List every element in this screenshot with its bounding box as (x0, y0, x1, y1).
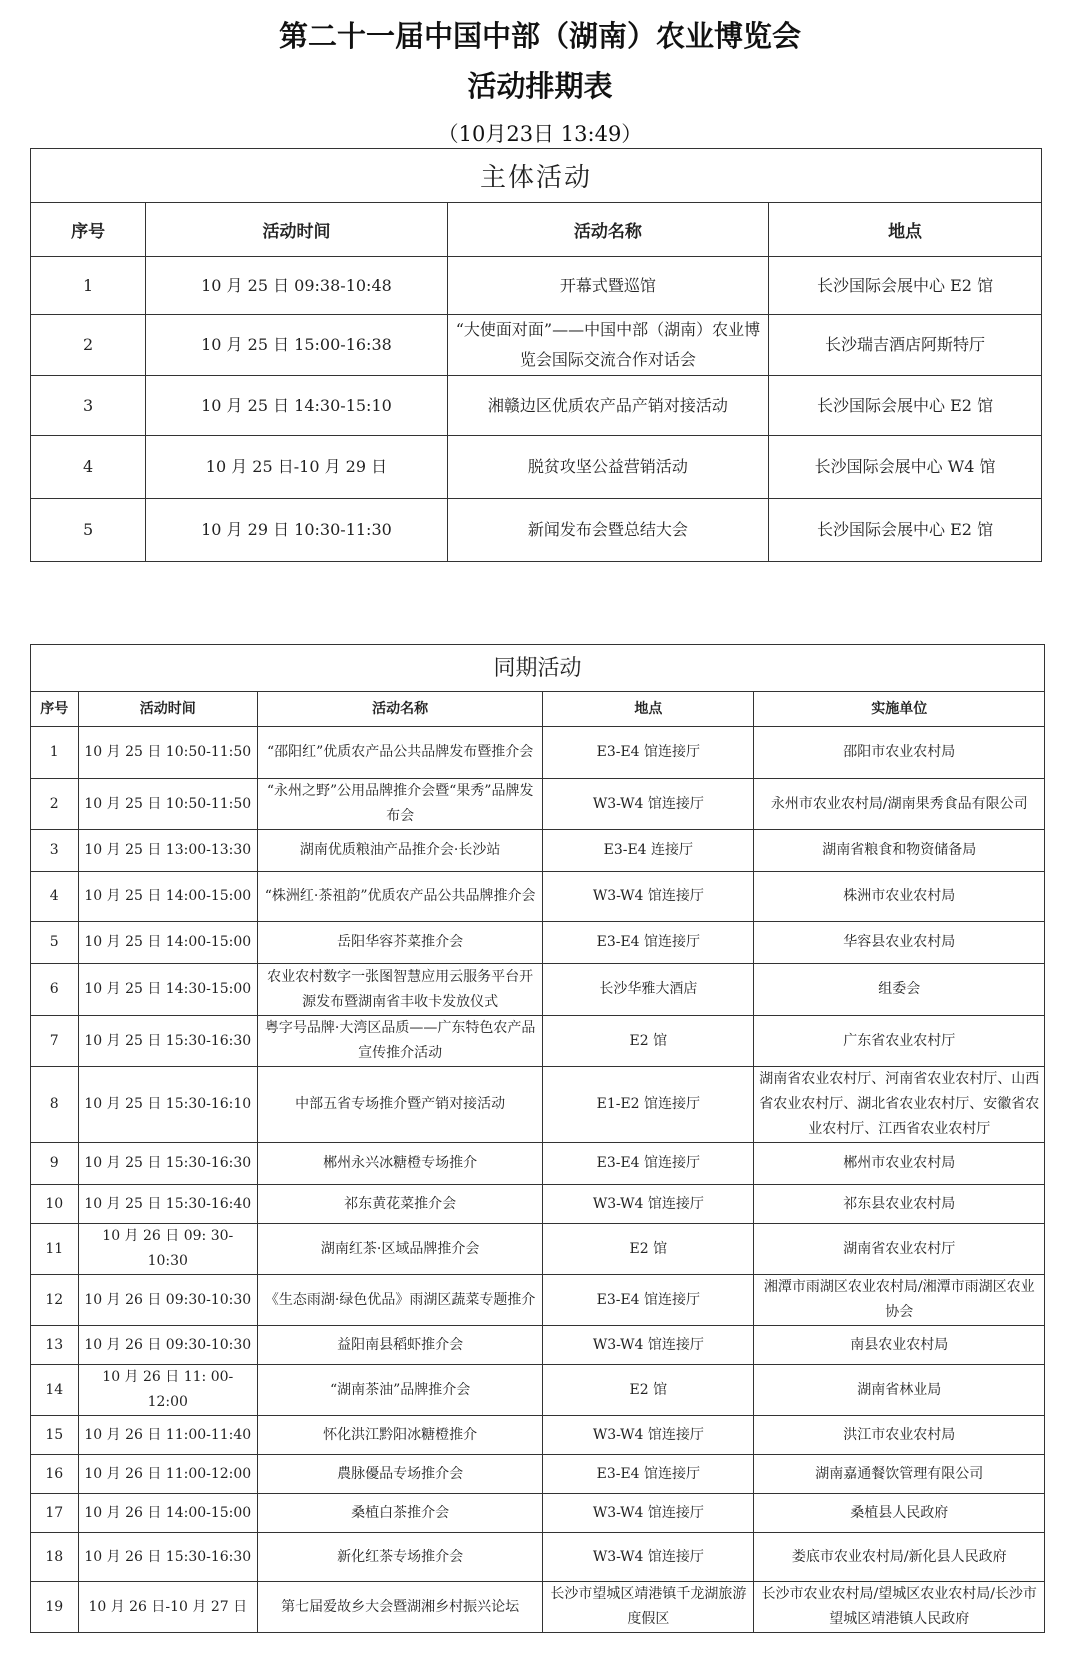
cell-org: 湖南省林业局 (754, 1365, 1045, 1416)
cell-no: 3 (31, 376, 146, 436)
cell-place: E3-E4 馆连接厅 (543, 1275, 754, 1326)
table-row (31, 1275, 1045, 1326)
cell-place: 长沙国际会展中心 E2 馆 (769, 257, 1042, 315)
cell-org: 长沙市农业农村局/望城区农业农村局/长沙市望城区靖港镇人民政府 (754, 1582, 1045, 1633)
cell-no: 7 (31, 1016, 79, 1067)
cell-name: 湖南红茶·区域品牌推介会 (258, 1224, 543, 1275)
cell-place: W3-W4 馆连接厅 (543, 872, 754, 922)
cell-no: 5 (31, 922, 79, 964)
cell-name: 桑植白茶推介会 (258, 1494, 543, 1533)
cell-org: 郴州市农业农村局 (754, 1143, 1045, 1185)
cell-place: W3-W4 馆连接厅 (543, 1326, 754, 1365)
cell-org: 湘潭市雨湖区农业农村局/湘潭市雨湖区农业协会 (754, 1275, 1045, 1326)
cell-no: 4 (31, 872, 79, 922)
table-row (31, 257, 1042, 315)
column-header: 活动时间 (146, 203, 447, 257)
table-row (31, 315, 1042, 376)
cell-time: 10 月 25 日 14:00-15:00 (78, 872, 258, 922)
cell-no: 19 (31, 1582, 79, 1633)
cell-time: 10 月 25 日 14:00-15:00 (78, 922, 258, 964)
cell-org: 组委会 (754, 964, 1045, 1016)
cell-place: E1-E2 馆连接厅 (543, 1067, 754, 1143)
cell-no: 1 (31, 727, 79, 779)
cell-time: 10 月 25 日 10:50-11:50 (78, 779, 258, 830)
table-row (31, 1016, 1045, 1067)
cell-no: 12 (31, 1275, 79, 1326)
header-row (31, 692, 1045, 727)
cell-org: 广东省农业农村厅 (754, 1016, 1045, 1067)
table-row (31, 1365, 1045, 1416)
cell-no: 10 (31, 1185, 79, 1224)
main-activities-table (30, 148, 1042, 562)
cell-time: 10 月 26 日 11:00-11:40 (78, 1416, 258, 1455)
cell-no: 8 (31, 1067, 79, 1143)
cell-place: E2 馆 (543, 1224, 754, 1275)
cell-name: 中部五省专场推介暨产销对接活动 (258, 1067, 543, 1143)
cell-time: 10 月 29 日 10:30-11:30 (146, 499, 447, 562)
cell-name: 郴州永兴冰糖橙专场推介 (258, 1143, 543, 1185)
cell-name: 岳阳华容芥菜推介会 (258, 922, 543, 964)
cell-org: 邵阳市农业农村局 (754, 727, 1045, 779)
cell-time: 10 月 26 日 11:00-12:00 (78, 1455, 258, 1494)
cell-no: 4 (31, 436, 146, 499)
table-row (31, 1455, 1045, 1494)
table-row (31, 922, 1045, 964)
cell-place: 长沙市望城区靖港镇千龙湖旅游度假区 (543, 1582, 754, 1633)
cell-name: 農脉優品专场推介会 (258, 1455, 543, 1494)
cell-name: 湘赣边区优质农产品产销对接活动 (447, 376, 768, 436)
table-row (31, 727, 1045, 779)
cell-no: 5 (31, 499, 146, 562)
table-row (31, 1143, 1045, 1185)
table-row (31, 1494, 1045, 1533)
table-row (31, 1533, 1045, 1582)
cell-time: 10 月 25 日-10 月 29 日 (146, 436, 447, 499)
cell-name: 祁东黄花菜推介会 (258, 1185, 543, 1224)
cell-no: 13 (31, 1326, 79, 1365)
cell-name: “湖南茶油”品牌推介会 (258, 1365, 543, 1416)
cell-name: 湖南优质粮油产品推介会·长沙站 (258, 830, 543, 872)
cell-org: 湖南省农业农村厅 (754, 1224, 1045, 1275)
cell-no: 15 (31, 1416, 79, 1455)
cell-no: 17 (31, 1494, 79, 1533)
page-subtitle: 活动排期表 (467, 69, 613, 103)
column-header: 活动名称 (447, 203, 768, 257)
table-row (31, 1067, 1045, 1143)
cell-time: 10 月 25 日 10:50-11:50 (78, 727, 258, 779)
timestamp: （10月23日 13:49） (437, 122, 643, 146)
cell-org: 华容县农业农村局 (754, 922, 1045, 964)
cell-time: 10 月 26 日 14:00-15:00 (78, 1494, 258, 1533)
cell-place: 长沙国际会展中心 W4 馆 (769, 436, 1042, 499)
cell-name: 《生态雨湖·绿色优品》雨湖区蔬菜专题推介 (258, 1275, 543, 1326)
cell-no: 3 (31, 830, 79, 872)
cell-org: 湖南嘉通餐饮管理有限公司 (754, 1455, 1045, 1494)
cell-org: 祁东县农业农村局 (754, 1185, 1045, 1224)
section-title: 同期活动 (31, 645, 1045, 692)
cell-time: 10 月 26 日 15:30-16:30 (78, 1533, 258, 1582)
cell-no: 9 (31, 1143, 79, 1185)
cell-time: 10 月 25 日 14:30-15:10 (146, 376, 447, 436)
cell-place: E2 馆 (543, 1016, 754, 1067)
table-row (31, 964, 1045, 1016)
cell-time: 10 月 26 日-10 月 27 日 (78, 1582, 258, 1633)
cell-name: 益阳南县稻虾推介会 (258, 1326, 543, 1365)
cell-place: 长沙国际会展中心 E2 馆 (769, 499, 1042, 562)
cell-time: 10 月 26 日 11: 00-12:00 (78, 1365, 258, 1416)
cell-time: 10 月 25 日 14:30-15:00 (78, 964, 258, 1016)
cell-place: E3-E4 连接厅 (543, 830, 754, 872)
cell-org: 娄底市农业农村局/新化县人民政府 (754, 1533, 1045, 1582)
cell-org: 桑植县人民政府 (754, 1494, 1045, 1533)
concurrent-activities-table (30, 644, 1045, 1633)
cell-name: 第七届爱故乡大会暨湖湘乡村振兴论坛 (258, 1582, 543, 1633)
cell-name: “株洲红·茶祖韵”优质农产品公共品牌推介会 (258, 872, 543, 922)
cell-name: 农业农村数字一张图智慧应用云服务平台开源发布暨湖南省丰收卡发放仪式 (258, 964, 543, 1016)
cell-org: 株洲市农业农村局 (754, 872, 1045, 922)
cell-place: W3-W4 馆连接厅 (543, 1416, 754, 1455)
table-row (31, 872, 1045, 922)
table-row (31, 1326, 1045, 1365)
cell-no: 16 (31, 1455, 79, 1494)
cell-org: 洪江市农业农村局 (754, 1416, 1045, 1455)
cell-name: 脱贫攻坚公益营销活动 (447, 436, 768, 499)
table-row (31, 376, 1042, 436)
cell-place: 长沙华雅大酒店 (543, 964, 754, 1016)
cell-name: 怀化洪江黔阳冰糖橙推介 (258, 1416, 543, 1455)
cell-place: W3-W4 馆连接厅 (543, 1494, 754, 1533)
cell-name: 新闻发布会暨总结大会 (447, 499, 768, 562)
cell-org: 湖南省农业农村厅、河南省农业农村厅、山西省农业农村厅、湖北省农业农村厅、安徽省农业农村厅、江西省农业农村厅 (754, 1067, 1045, 1143)
cell-name: “永州之野”公用品牌推介会暨“果秀”品牌发布会 (258, 779, 543, 830)
cell-place: E3-E4 馆连接厅 (543, 1143, 754, 1185)
cell-place: E3-E4 馆连接厅 (543, 727, 754, 779)
page-title: 第二十一届中国中部（湖南）农业博览会 (278, 19, 801, 53)
cell-place: E2 馆 (543, 1365, 754, 1416)
column-header: 活动名称 (258, 692, 543, 727)
cell-name: 粤字号品牌·大湾区品质——广东特色农产品宣传推介活动 (258, 1016, 543, 1067)
cell-time: 10 月 25 日 13:00-13:30 (78, 830, 258, 872)
table-row (31, 1224, 1045, 1275)
cell-time: 10 月 25 日 09:38-10:48 (146, 257, 447, 315)
cell-no: 14 (31, 1365, 79, 1416)
column-header: 实施单位 (754, 692, 1045, 727)
cell-no: 2 (31, 315, 146, 376)
cell-time: 10 月 25 日 15:30-16:30 (78, 1016, 258, 1067)
cell-place: E3-E4 馆连接厅 (543, 1455, 754, 1494)
cell-time: 10 月 25 日 15:30-16:30 (78, 1143, 258, 1185)
cell-time: 10 月 26 日 09:30-10:30 (78, 1275, 258, 1326)
cell-name: 新化红茶专场推介会 (258, 1533, 543, 1582)
column-header: 序号 (31, 203, 146, 257)
cell-place: W3-W4 馆连接厅 (543, 1533, 754, 1582)
column-header: 活动时间 (78, 692, 258, 727)
cell-no: 11 (31, 1224, 79, 1275)
cell-name: 开幕式暨巡馆 (447, 257, 768, 315)
cell-place: E3-E4 馆连接厅 (543, 922, 754, 964)
column-header: 地点 (543, 692, 754, 727)
section-title: 主体活动 (31, 149, 1042, 203)
cell-org: 南县农业农村局 (754, 1326, 1045, 1365)
table-row (31, 1416, 1045, 1455)
cell-no: 1 (31, 257, 146, 315)
cell-place: W3-W4 馆连接厅 (543, 779, 754, 830)
cell-place: W3-W4 馆连接厅 (543, 1185, 754, 1224)
column-header: 地点 (769, 203, 1042, 257)
cell-time: 10 月 25 日 15:30-16:40 (78, 1185, 258, 1224)
header-row (31, 203, 1042, 257)
cell-time: 10 月 26 日 09: 30-10:30 (78, 1224, 258, 1275)
table-row (31, 499, 1042, 562)
table-row (31, 830, 1045, 872)
cell-no: 18 (31, 1533, 79, 1582)
table-row (31, 1582, 1045, 1633)
cell-no: 6 (31, 964, 79, 1016)
cell-name: “大使面对面”——中国中部（湖南）农业博览会国际交流合作对话会 (447, 315, 768, 376)
cell-time: 10 月 26 日 09:30-10:30 (78, 1326, 258, 1365)
cell-no: 2 (31, 779, 79, 830)
cell-org: 永州市农业农村局/湖南果秀食品有限公司 (754, 779, 1045, 830)
table-row (31, 1185, 1045, 1224)
table-row (31, 436, 1042, 499)
cell-time: 10 月 25 日 15:00-16:38 (146, 315, 447, 376)
column-header: 序号 (31, 692, 79, 727)
cell-place: 长沙瑞吉酒店阿斯特厅 (769, 315, 1042, 376)
cell-place: 长沙国际会展中心 E2 馆 (769, 376, 1042, 436)
table-row (31, 779, 1045, 830)
cell-name: “邵阳红”优质农产品公共品牌发布暨推介会 (258, 727, 543, 779)
cell-time: 10 月 25 日 15:30-16:10 (78, 1067, 258, 1143)
cell-org: 湖南省粮食和物资储备局 (754, 830, 1045, 872)
